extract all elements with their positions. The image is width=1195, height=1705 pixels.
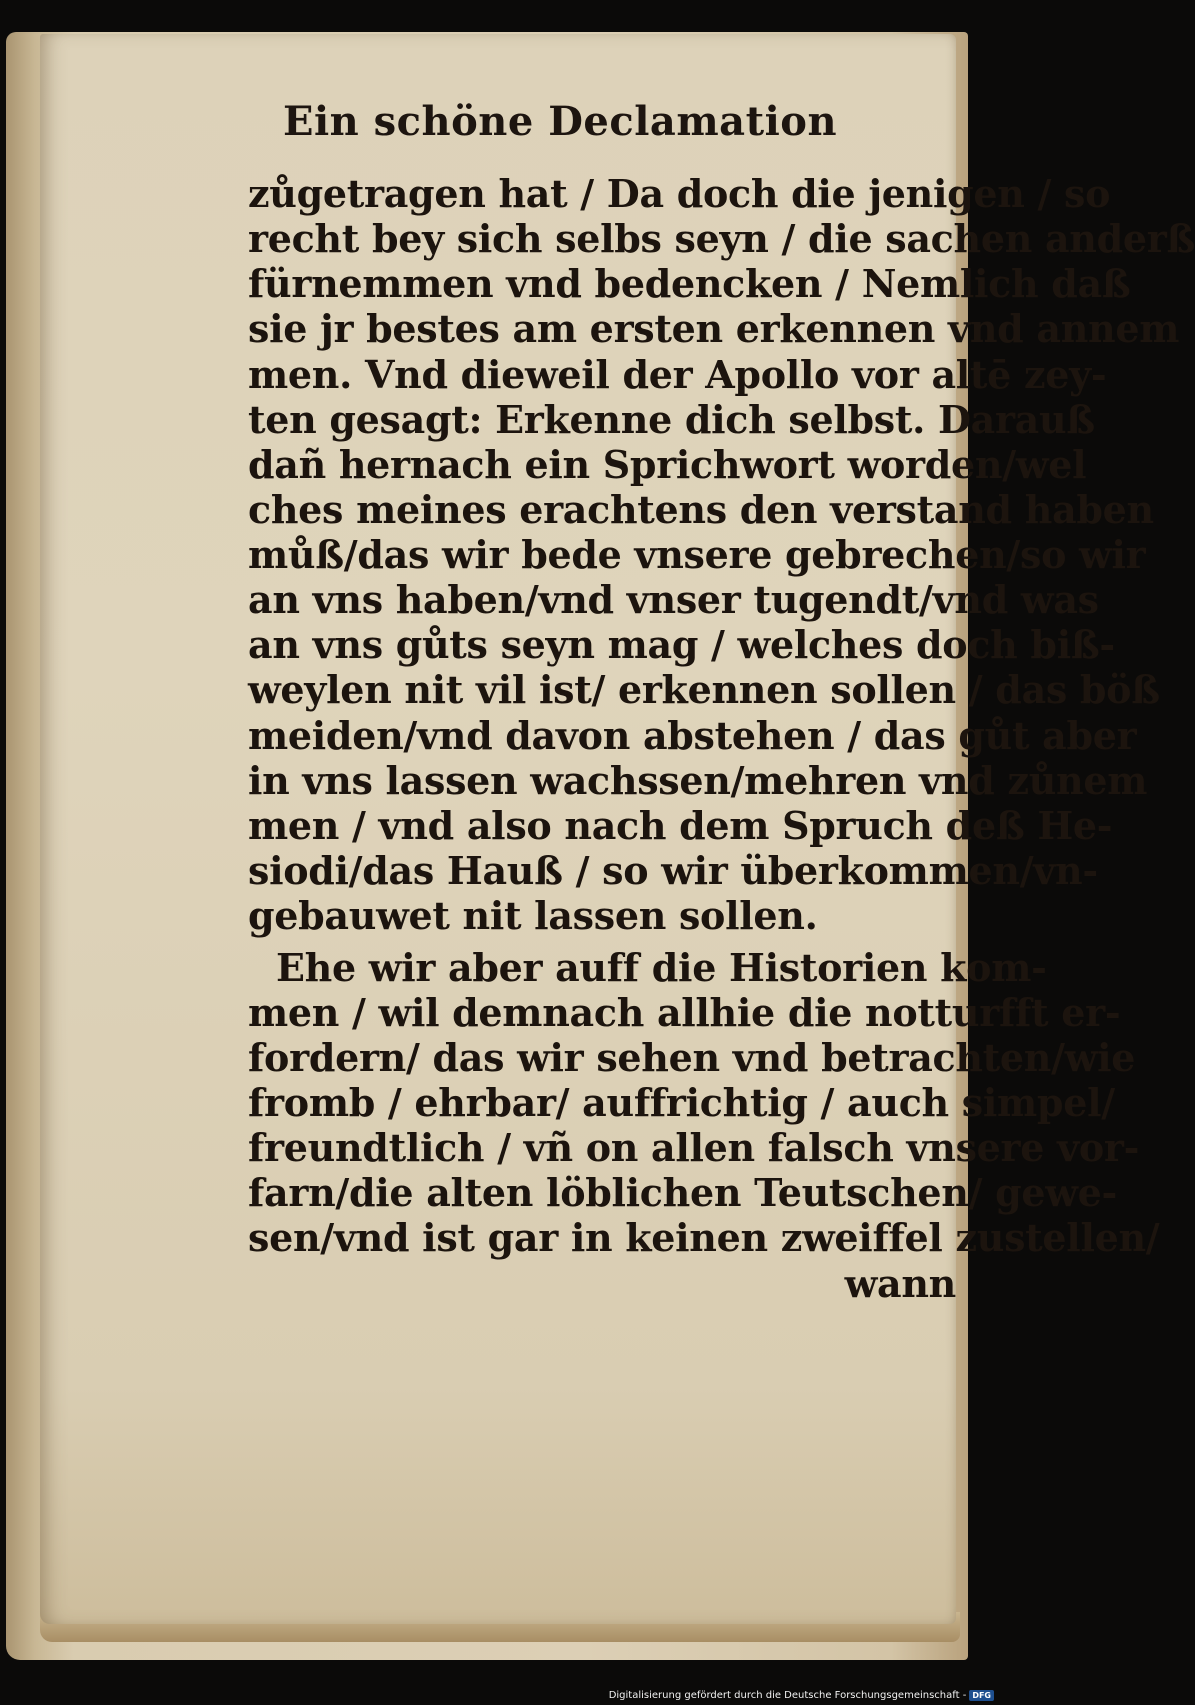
text-line: weylen nit vil ist/ erkennen sollen / das böß xyxy=(248,667,1160,712)
digitization-credit xyxy=(609,1690,994,1701)
text-line: men. Vnd dieweil der Apollo vor altē zey- xyxy=(248,352,1107,397)
text-line: dañ hernach ein Sprichwort worden/wel xyxy=(248,442,1087,487)
text-line: farn/die alten löblichen Teutschen/ gewe- xyxy=(248,1170,1118,1215)
dfg-logo: DFG xyxy=(969,1690,994,1701)
catchword: wann xyxy=(844,1261,956,1306)
text-line: Ehe wir aber auff die Historien kom- xyxy=(276,945,1047,990)
text-line: ten gesagt: Erkenne dich selbst. Darauß xyxy=(248,397,1095,442)
credit-text: Digitalisierung gefördert durch die Deutsche Forschungsgemeinschaft - xyxy=(608,1690,967,1701)
text-line: zůgetragen hat / Da doch die jenigen / so xyxy=(248,171,1111,216)
text-line: siodi/das Hauß / so wir überkommen/vn- xyxy=(248,848,1098,893)
text-line: an vns gůts seyn mag / welches doch biß- xyxy=(248,622,1115,667)
text-line: gebauwet nit lassen sollen. xyxy=(248,893,818,938)
text-line: fürnemmen vnd bedencken / Nemlich daß xyxy=(248,261,1131,306)
text-line: ches meines erachtens den verstand haben xyxy=(248,487,1154,532)
text-line: in vns lassen wachssen/mehren vnd zůnem xyxy=(248,758,1148,803)
running-header: Ein schöne Declamation xyxy=(282,98,838,145)
text-line: fordern/ das wir sehen vnd betrachten/wie xyxy=(248,1035,1136,1080)
text-line: můß/das wir bede vnsere gebrechen/so wir xyxy=(248,532,1146,577)
text-line: an vns haben/vnd vnser tugendt/vnd was xyxy=(248,577,1099,622)
text-line: men / wil demnach allhie die notturfft er- xyxy=(248,990,1121,1035)
text-line: sen/vnd ist gar in keinen zweiffel zustellen/ xyxy=(248,1215,1160,1260)
text-line: fromb / ehrbar/ auffrichtig / auch simpel/ xyxy=(248,1080,1115,1125)
text-line: freundtlich / vñ on allen falsch vnsere vor- xyxy=(248,1125,1140,1170)
text-line: recht bey sich selbs seyn / die sachen anderß xyxy=(248,216,1195,261)
text-line: men / vnd also nach dem Spruch deß He- xyxy=(248,803,1113,848)
text-line: meiden/vnd davon abstehen / das gůt aber xyxy=(248,713,1137,758)
text-line: sie jr bestes am ersten erkennen vnd annem xyxy=(248,306,1180,351)
